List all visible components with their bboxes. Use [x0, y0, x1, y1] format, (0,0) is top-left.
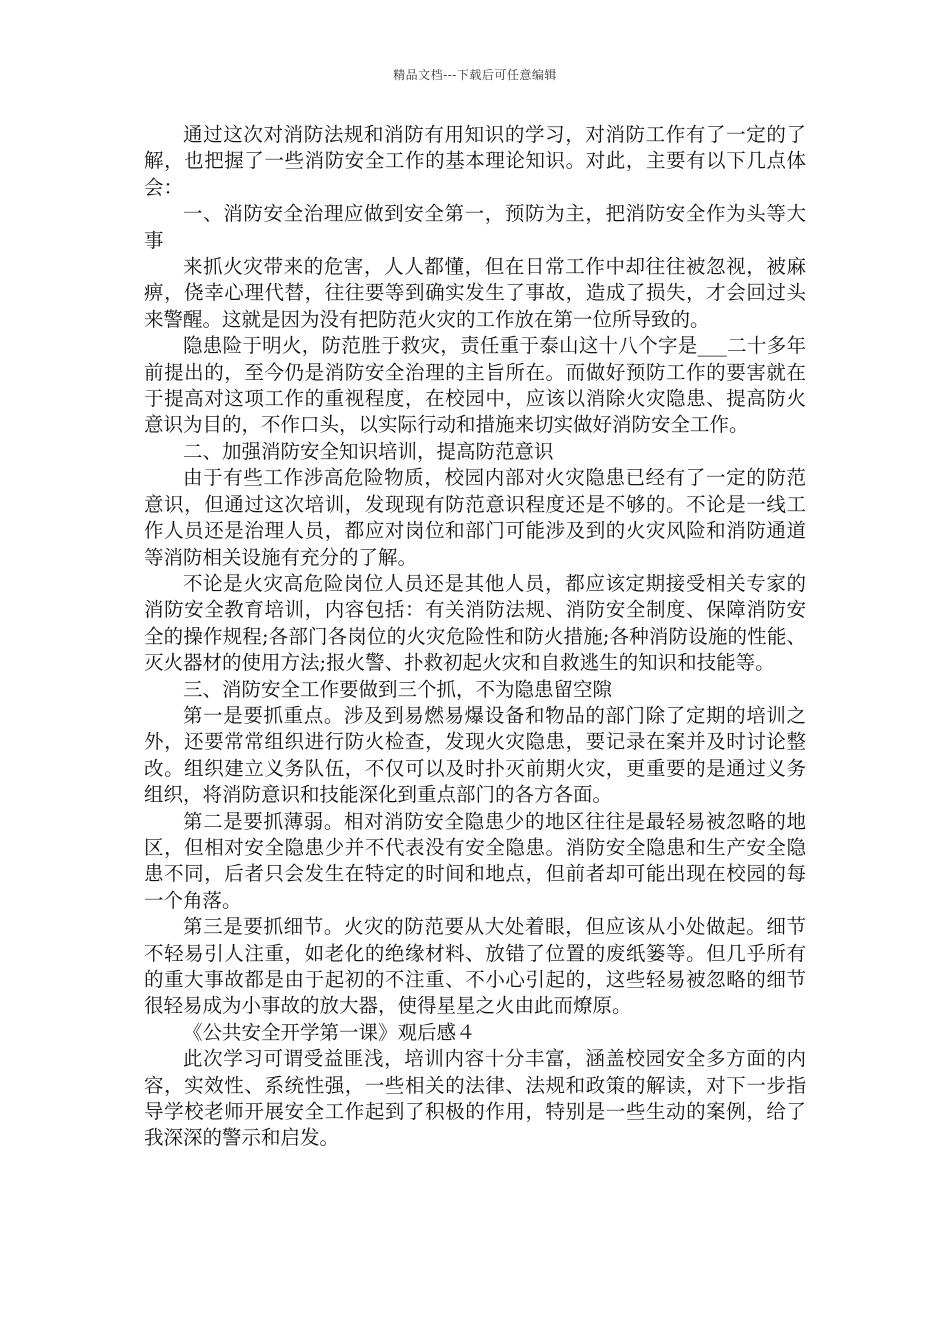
- section-heading-2: 二、加强消防安全知识培训，提高防范意识: [183, 439, 554, 463]
- paragraph: 第二是要抓薄弱。相对消防安全隐患少的地区往往是最轻易被忽略的地区，但相对安全隐患少并不代表没有安全隐患。消防安全隐患和生产安全隐患不同，后者只会发生在特定的时间和地点，但前者却可能出现在校园的每一个角落。: [144, 809, 806, 912]
- article-title: 《公共安全开学第一课》观后感４: [183, 1020, 476, 1044]
- paragraph: 不论是火灾高危险岗位人员还是其他人员，都应该定期接受相关专家的消防安全教育培训，内容包括：有关消防法规、消防安全制度、保障消防安全的操作规程;各部门各岗位的火灾危险性和防火措施;各种消防设施的性能、灭火器材的使用方法;报火警、扑救初起火灾和自救逃生的知识和技能等。: [144, 571, 806, 675]
- paragraph: 此次学习可谓受益匪浅，培训内容十分丰富，涵盖校园安全多方面的内容，实效性、系统性强，一些相关的法律、法规和政策的解读，对下一步指导学校老师开展安全工作起到了积极的作用，特别是一些生动的案例，给了我深深的警示和启发。: [144, 1047, 806, 1150]
- paragraph-intro: 通过这次对消防法规和消防有用知识的学习，对消防工作有了一定的了解，也把握了一些消防安全工作的基本理论知识。对此，主要有以下几点体会：: [144, 123, 806, 199]
- section-heading-1: 一、消防安全治理应做到安全第一，预防为主，把消防安全作为头等大事: [144, 202, 806, 252]
- paragraph: 第一是要抓重点。涉及到易燃易爆设备和物品的部门除了定期的培训之外，还要常常组织进行防火检查，发现火灾隐患，要记录在案并及时讨论整改。组织建立义务队伍，不仅可以及时扑灭前期火灾，更重要的是通过义务组织，将消防意识和技能深化到重点部门的各方各面。: [144, 703, 806, 807]
- paragraph: 第三是要抓细节。火灾的防范要从大处着眼，但应该从小处做起。细节不轻易引人注重，如老化的绝缘材料、放错了位置的废纸篓等。但几乎所有的重大事故都是由于起初的不注重、不小心引起的，这些轻易被忽略的细节很轻易成为小事故的放大器，使得星星之火由此而燎原。: [144, 915, 806, 1018]
- section-heading-3: 三、消防安全工作要做到三个抓，不为隐患留空隙: [183, 677, 613, 701]
- paragraph: 隐患险于明火，防范胜于救灾，责任重于泰山这十八个字是___二十多年前提出的，至今仍是消防安全治理的主旨所在。而做好预防工作的要害就在于提高对这项工作的重视程度，在校园中，应该以消除火灾隐患、提高防火意识为目的，不作口头，以实际行动和措施来切实做好消防安全工作。: [144, 334, 806, 437]
- document-body: [144, 122, 806, 1152]
- page-header: 精品文档---下载后可任意编辑: [393, 68, 557, 82]
- paragraph: 来抓火灾带来的危害，人人都懂，但在日常工作中却往往被忽视，被麻痹，侥幸心理代替，往往要等到确实发生了事故，造成了损失，才会回过头来警醒。这就是因为没有把防范火灾的工作放在第一位所导致的。: [144, 255, 806, 331]
- paragraph: 由于有些工作涉高危险物质，校园内部对火灾隐患已经有了一定的防范意识，但通过这次培训，发现现有防范意识程度还是不够的。不论是一线工作人员还是治理人员，都应对岗位和部门可能涉及到的火灾风险和消防通道等消防相关设施有充分的了解。: [144, 466, 806, 569]
